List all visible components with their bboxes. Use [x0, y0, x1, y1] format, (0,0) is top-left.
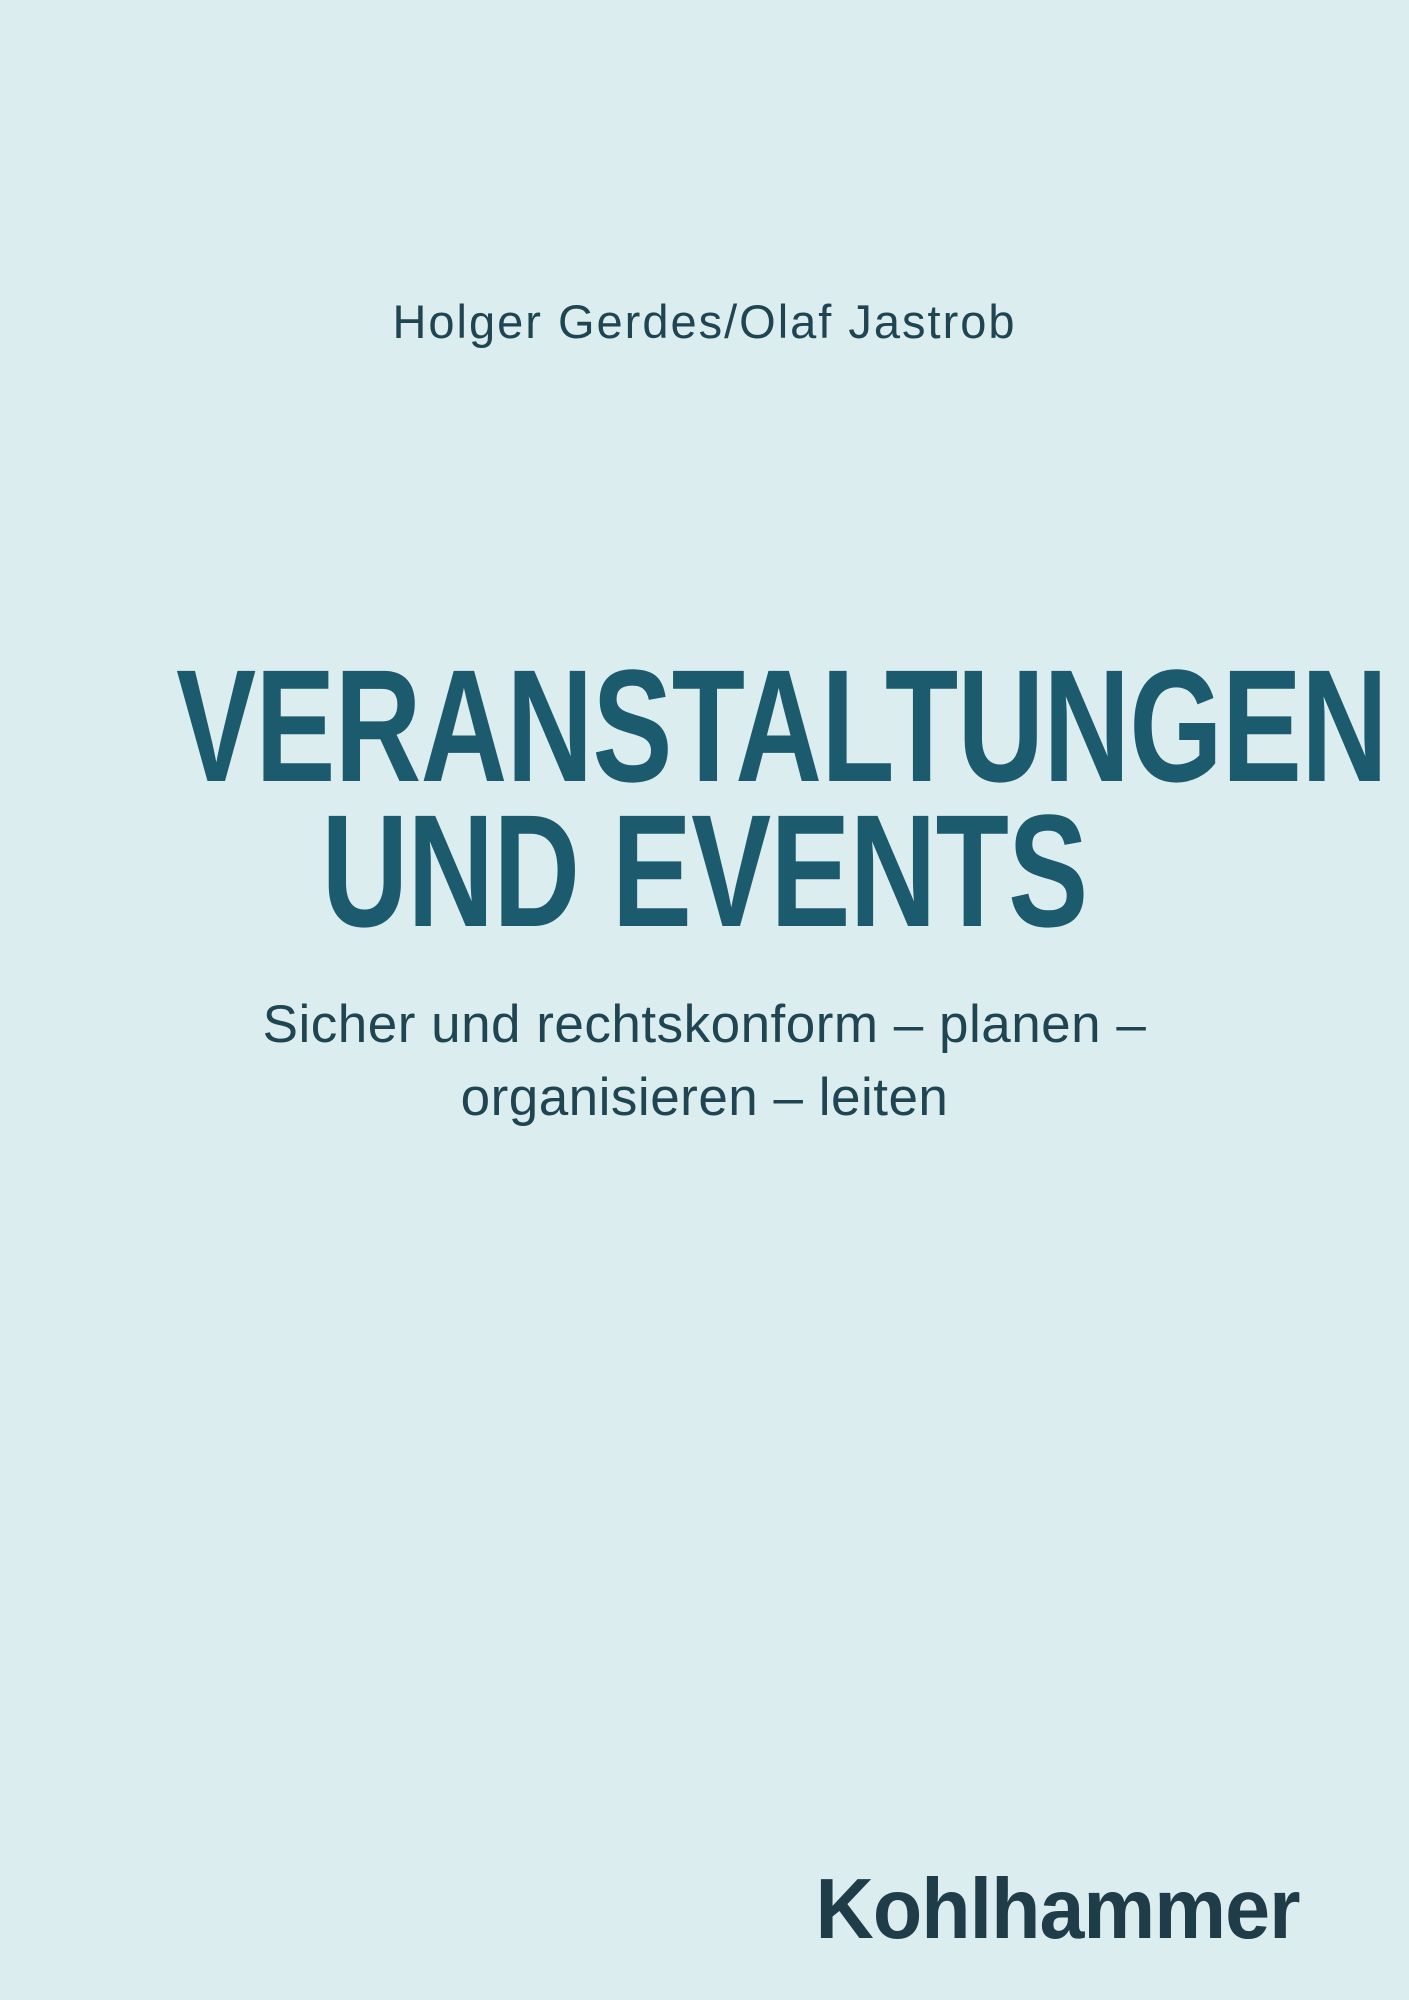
publisher-logo: Kohlhammer [815, 1862, 1300, 1957]
book-title [0, 636, 1409, 960]
author-line: Holger Gerdes/Olaf Jastrob [392, 295, 1017, 348]
book-subtitle-line-1: Sicher und rechtskonform – planen – [262, 995, 1147, 1054]
book-title-line-1: VERANSTALTUNGEN [176, 636, 1388, 815]
book-subtitle-line-2: organisieren – leiten [460, 1068, 949, 1127]
book-subtitle [0, 988, 1409, 1134]
book-title-line-2: UND EVENTS [321, 781, 1088, 960]
